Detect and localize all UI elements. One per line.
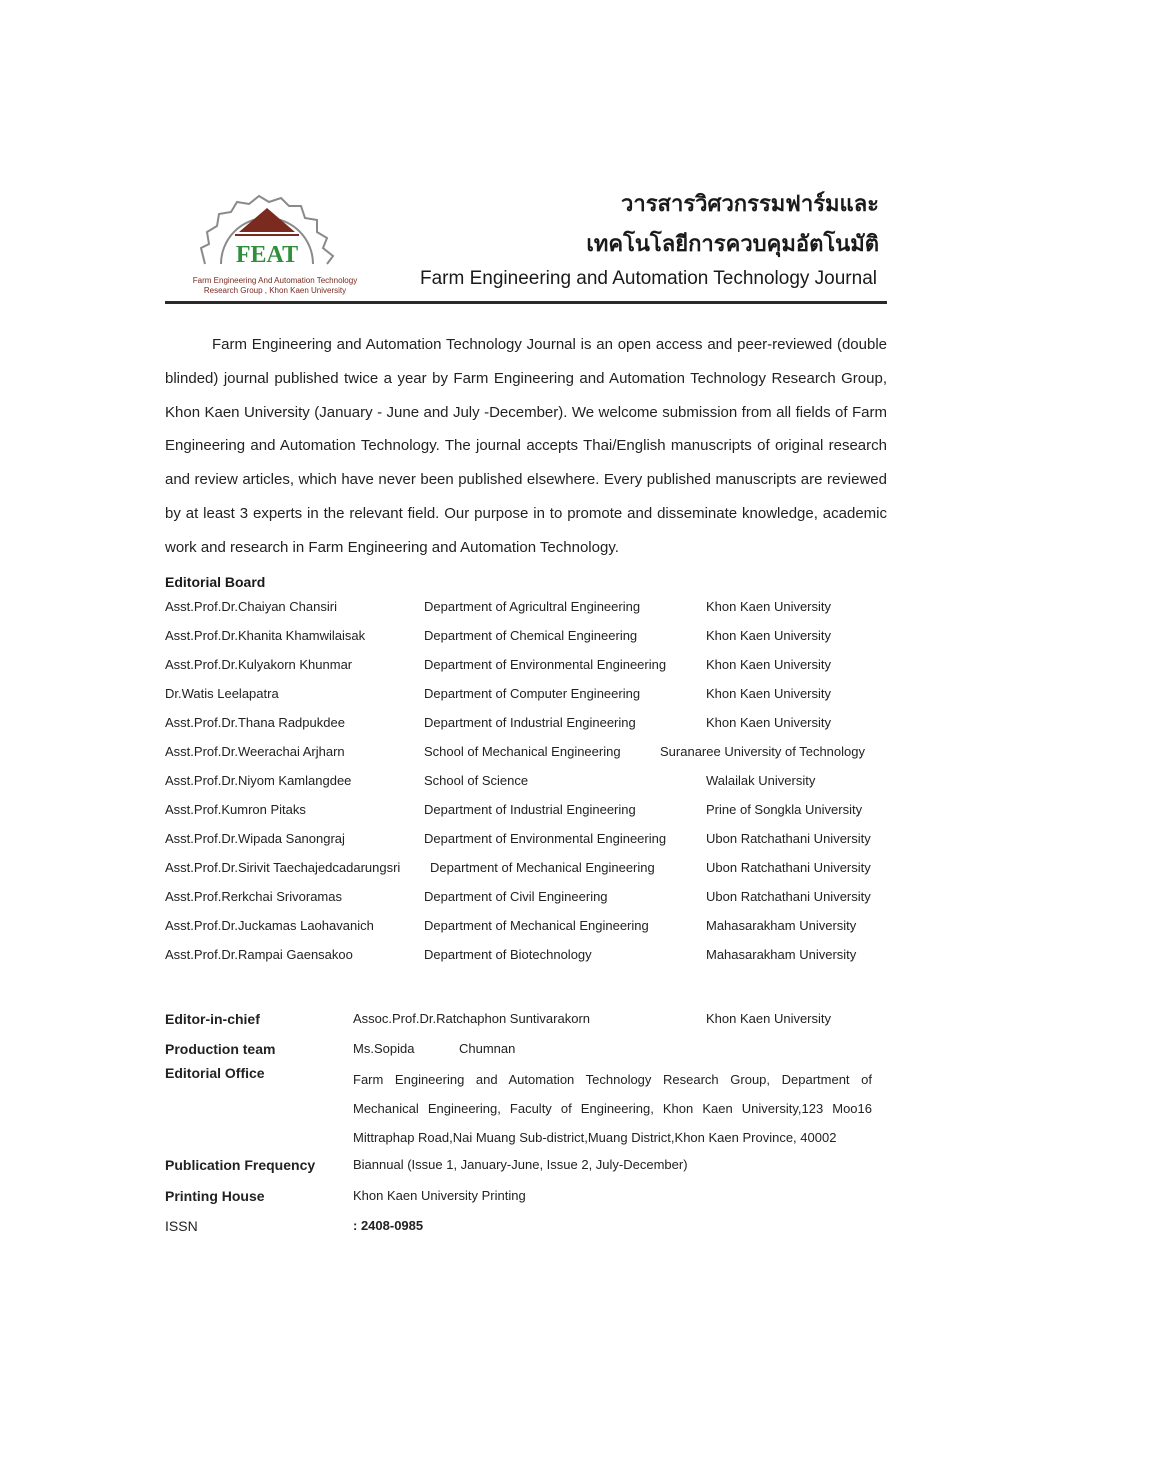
production-team-last-name: Chumnan	[459, 1040, 516, 1056]
publication-frequency-label: Publication Frequency	[165, 1156, 316, 1173]
editorial-office-row	[165, 1065, 887, 1155]
member-department: Department of Industrial Engineering	[424, 714, 636, 730]
issn-label: ISSN	[165, 1217, 198, 1234]
logo-caption	[177, 276, 373, 296]
board-member-row	[165, 801, 887, 830]
board-member-row	[165, 772, 887, 801]
member-university: Khon Kaen University	[706, 714, 832, 730]
board-member-row	[165, 888, 887, 917]
journal-page	[165, 180, 887, 1246]
printing-house-row	[165, 1186, 887, 1216]
member-department: Department of Biotechnology	[424, 946, 592, 962]
member-name: Asst.Prof.Dr.Weerachai Arjharn	[165, 743, 345, 759]
editorial-board-list	[165, 598, 887, 975]
member-name: Asst.Prof.Dr.Rampai Gaensakoo	[165, 946, 353, 962]
member-department: Department of Agricultral Engineering	[424, 598, 641, 614]
member-name: Asst.Prof.Dr.Khanita Khamwilaisak	[165, 627, 366, 643]
member-department: School of Mechanical Engineering	[424, 743, 621, 759]
member-university: Ubon Ratchathani University	[706, 830, 871, 846]
board-member-row	[165, 743, 887, 772]
member-university: Khon Kaen University	[706, 627, 832, 643]
member-department: Department of Mechanical Engineering	[424, 917, 649, 933]
member-department: Department of Chemical Engineering	[424, 627, 638, 643]
member-department: School of Science	[424, 772, 529, 788]
member-university: Walailak University	[706, 772, 816, 788]
production-team-label: Production team	[165, 1040, 276, 1057]
printing-house-value: Khon Kaen University Printing	[353, 1187, 526, 1203]
member-department: Department of Computer Engineering	[424, 685, 641, 701]
gear-roof-logo-icon	[177, 186, 357, 276]
board-member-row	[165, 598, 887, 627]
editor-in-chief-name: Assoc.Prof.Dr.Ratchaphon Suntivarakorn	[353, 1010, 591, 1026]
publication-frequency-row	[165, 1155, 887, 1186]
member-name: Asst.Prof.Kumron Pitaks	[165, 801, 306, 817]
editorial-office-label: Editorial Office	[165, 1064, 265, 1081]
member-name: Asst.Prof.Dr.Sirivit Taechajedcadarungsri	[165, 859, 401, 875]
board-member-row	[165, 627, 887, 656]
board-member-row	[165, 859, 887, 888]
board-member-row	[165, 946, 887, 975]
editor-in-chief-university: Khon Kaen University	[706, 1010, 832, 1026]
board-member-row	[165, 714, 887, 743]
logo-caption-line-1: Farm Engineering And Automation Technology	[192, 276, 358, 285]
intro-paragraph: Farm Engineering and Automation Technology Journal is an open access and peer-reviewed (double blinded) journal published twice a year by Farm Engineering and Automation Technology Research Group, Khon Kaen University (January - June and July -December). We welcome submission from all fields of Farm Engineering and Automation Technology. The journal accepts Thai/English manuscripts of original research and review articles, which have never been published elsewhere. Every published manuscripts are reviewed by at least 3 experts in the relevant field. Our purpose in to promote and disseminate knowledge, academic work and research in Farm Engineering and Automation Technology.	[165, 336, 887, 556]
member-university: Khon Kaen University	[706, 685, 832, 701]
member-name: Asst.Prof.Dr.Wipada Sanongraj	[165, 830, 345, 846]
journal-header	[165, 180, 887, 304]
member-university: Mahasarakham University	[706, 917, 857, 933]
editor-in-chief-label: Editor-in-chief	[165, 1010, 260, 1027]
editorial-office-address: Farm Engineering and Automation Technology Research Group, Department of Mechanical Engineering, Faculty of Engineering, Khon Kaen University,123 Moo16 Mittraphap Road,Nai Muang Sub-district,Muang District,Khon Kaen Province, 40002	[353, 1071, 872, 1145]
member-name: Asst.Prof.Dr.Juckamas Laohavanich	[165, 917, 374, 933]
member-university: Prine of Songkla University	[706, 801, 863, 817]
board-member-row	[165, 685, 887, 714]
member-name: Dr.Watis Leelapatra	[165, 685, 279, 701]
member-department: Department of Civil Engineering	[424, 888, 608, 904]
member-university: Mahasarakham University	[706, 946, 857, 962]
member-university: Khon Kaen University	[706, 598, 832, 614]
member-department: Department of Environmental Engineering	[424, 830, 667, 846]
member-university: Ubon Ratchathani University	[706, 888, 871, 904]
member-university: Khon Kaen University	[706, 656, 832, 672]
roof-icon	[239, 208, 295, 232]
thai-title-line-1: วารสารวิศวกรรมฟาร์มและ	[621, 192, 879, 217]
production-team-first-name: Ms.Sopida	[353, 1040, 415, 1056]
journal-info	[165, 1009, 887, 1246]
member-name: Asst.Prof.Rerkchai Srivoramas	[165, 888, 342, 904]
feat-logo	[177, 186, 357, 298]
logo-caption-line-2: Research Group , Khon Kaen University	[203, 286, 347, 295]
publication-frequency-value: Biannual (Issue 1, January-June, Issue 2, July-December)	[353, 1156, 688, 1172]
member-name: Asst.Prof.Dr.Thana Radpukdee	[165, 714, 345, 730]
board-member-row	[165, 656, 887, 685]
printing-house-label: Printing House	[165, 1187, 265, 1204]
board-member-row	[165, 830, 887, 859]
member-university: Ubon Ratchathani University	[706, 859, 871, 875]
editorial-board-label: Editorial Board	[165, 573, 266, 590]
member-name: Asst.Prof.Dr.Niyom Kamlangdee	[165, 772, 352, 788]
board-member-row	[165, 917, 887, 946]
member-name: Asst.Prof.Dr.Kulyakorn Khunmar	[165, 656, 353, 672]
member-university: Suranaree University of Technology	[660, 743, 865, 759]
logo-text: FEAT	[235, 242, 299, 268]
editor-in-chief-row	[165, 1009, 887, 1039]
issn-value: : 2408-0985	[353, 1217, 424, 1233]
member-name: Asst.Prof.Dr.Chaiyan Chansiri	[165, 598, 337, 614]
english-title: Farm Engineering and Automation Technology Journal	[420, 268, 877, 289]
member-department: Department of Mechanical Engineering	[430, 859, 655, 875]
member-department: Department of Environmental Engineering	[424, 656, 667, 672]
thai-title-line-2: เทคโนโลยีการควบคุมอัตโนมัติ	[586, 232, 879, 257]
member-department: Department of Industrial Engineering	[424, 801, 636, 817]
issn-row	[165, 1216, 887, 1246]
